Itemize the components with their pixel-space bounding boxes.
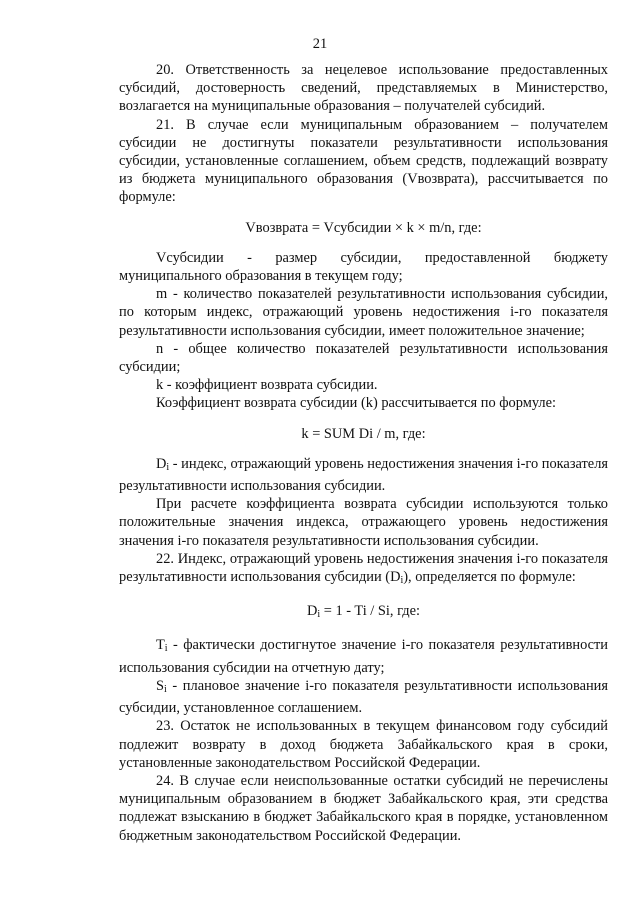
definition-si (119, 677, 608, 717)
p22-subscript: i (400, 575, 404, 587)
di-letter: D (156, 455, 167, 472)
formula-v-return: Vвозврата = Vсубсидии × k × m/n, где: (245, 219, 482, 236)
definition-m: m - количество показателей результативности использования субсидии, по которым индекс, отражающий уровень недостижения i-го показателя результативности использования субсидии, имеет положительное значение; (119, 286, 608, 339)
formula-di (119, 602, 608, 624)
ti-letter: T (156, 637, 165, 654)
definition-k: k - коэффициент возврата субсидии. (156, 377, 378, 394)
paragraph-21: 21. В случае если муниципальным образованием – получателем субсидии не достигнуты показатели результативности использования субсидии, установленные соглашением, объем средств, подлежащий возврату из бюджета муниципального образования (Vвозврата), рассчитывается по формуле: (119, 116, 608, 206)
paragraph-22 (119, 550, 608, 590)
si-letter: S (156, 677, 165, 694)
paragraph-24: 24. В случае если неиспользованные остатки субсидий не перечислены муниципальным образованием в бюджет Забайкальского края, эти средства подлежат взысканию в бюджет Забайкальского края в порядке, установленном бюджетным законодательством Российской Федерации. (119, 772, 608, 844)
p22-text-a: 22. Индекс, отражающий уровень недостижения значения i-го показателя результативности использования субсидии (D (119, 550, 608, 586)
page-number: 21 (312, 36, 328, 52)
definition-di (119, 455, 608, 495)
di-text: - индекс, отражающий уровень недостижения значения i-го показателя результативности использования субсидии. (119, 455, 608, 495)
definition-v-subsidy: Vсубсидии - размер субсидии, предоставленной бюджету муниципального образования в текущем году; (119, 249, 608, 285)
ti-text: - фактически достигнутое значение i-го показателя результативности использования субсидии на отчетную дату; (119, 637, 608, 676)
formula-di-text: = 1 - Ti / Si, где: (320, 603, 420, 620)
k-formula-intro: Коэффициент возврата субсидии (k) рассчитывается по формуле: (156, 395, 556, 412)
paragraph-23: 23. Остаток не использованных в текущем финансовом году субсидий подлежит возврату в доход бюджета Забайкальского края в сроки, установленные законодательством Российской Федерации. (119, 718, 608, 771)
formula-di-letter: D (307, 603, 318, 620)
si-subscript: i (164, 683, 167, 695)
si-text: - плановое значение i-го показателя результативности использования субсидии, установленное соглашением. (119, 677, 608, 717)
di-subscript: i (166, 461, 170, 473)
paragraph-20: 20. Ответственность за нецелевое использование предоставленных субсидий, достоверность сведений, представляемых в Министерство, возлагается на муниципальные образования – получателей субсидий. (119, 62, 608, 115)
p22-text-b: ), определяется по формуле: (403, 569, 576, 586)
document-body (119, 61, 608, 845)
paragraph-calc-note: При расчете коэффициента возврата субсидии используются только положительные значения индекса, отражающего уровень недостижения значения i-го показателя результативности использования субсидии. (119, 496, 608, 549)
formula-di-subscript: i (317, 609, 321, 621)
definition-ti (119, 636, 608, 676)
formula-k: k = SUM Di / m, где: (301, 425, 426, 442)
definition-n: n - общее количество показателей результативности использования субсидии; (119, 340, 608, 376)
ti-subscript: i (164, 643, 168, 655)
